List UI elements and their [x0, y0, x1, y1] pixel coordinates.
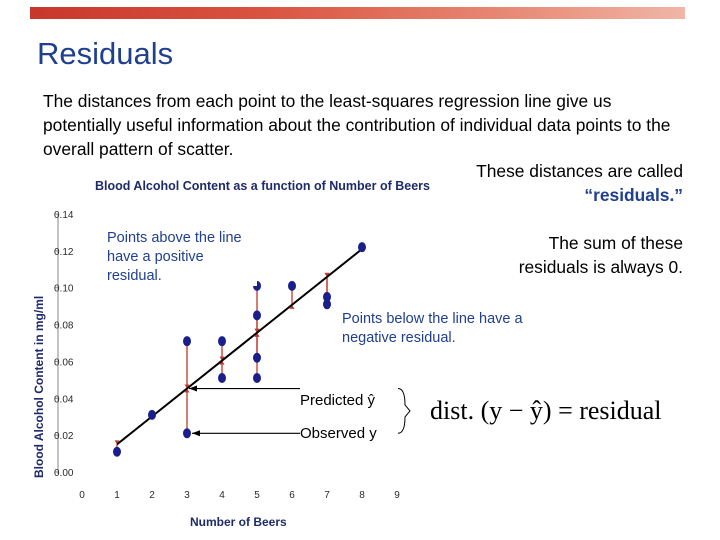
y-axis-label: Blood Alcohol Content in mg/ml	[32, 295, 46, 478]
callout-negative-residual: Points below the line have a negative residual.	[342, 310, 562, 348]
residuals-definition-text: These distances are called	[476, 161, 683, 181]
intro-text: The distances from each point to the least-squares regression line give us potentially useful information about the contribution of individual data points to the overall pattern of scatter.	[43, 91, 671, 159]
chart-title: Blood Alcohol Content as a function of Number of Beers	[95, 179, 430, 193]
x-axis-label: Number of Beers	[190, 515, 287, 529]
residual-formula	[430, 396, 662, 426]
x-tick-label: 6	[289, 490, 295, 501]
y-tick-label: 0.12	[54, 246, 74, 258]
observed-arrowhead	[192, 430, 200, 436]
x-tick-label: 2	[149, 490, 155, 501]
y-tick-label: 0.04	[54, 394, 74, 406]
data-point	[113, 447, 121, 457]
y-tick-label: 0.10	[54, 283, 74, 295]
residual-sum-text: The sum of these residuals is always 0.	[518, 233, 683, 277]
y-tick-label: 0.00	[54, 468, 74, 479]
data-point	[358, 242, 366, 252]
formula-dist: dist.	[430, 396, 481, 425]
residuals-term: “residuals.”	[584, 185, 683, 205]
x-tick-label: 9	[394, 490, 400, 501]
data-point	[253, 353, 261, 363]
data-point	[148, 410, 156, 420]
data-point	[218, 336, 226, 346]
formula-difference: (y − ŷ)	[480, 396, 552, 425]
predicted-label: Predicted ŷ	[300, 392, 376, 409]
label-brace	[398, 389, 410, 434]
data-point	[183, 428, 191, 438]
y-tick-label: 0.02	[54, 431, 74, 443]
x-tick-label: 0	[79, 490, 85, 501]
x-tick-label: 1	[114, 490, 120, 501]
x-tick-label: 3	[184, 490, 190, 501]
y-tick-label: 0.14	[54, 210, 74, 221]
x-tick-label: 5	[254, 490, 260, 501]
slide-title: Residuals	[37, 36, 174, 71]
formula-residual: = residual	[551, 396, 662, 425]
x-tick-label: 8	[359, 490, 365, 501]
callout-positive-residual: Points above the line have a positive residual.	[107, 229, 257, 286]
data-point	[253, 373, 261, 383]
x-tick-label: 4	[219, 490, 225, 501]
data-point	[253, 310, 261, 320]
y-tick-label: 0.06	[54, 357, 74, 369]
x-tick-label: 7	[324, 490, 330, 501]
data-point	[183, 336, 191, 346]
observed-label: Observed y	[300, 425, 377, 442]
data-point	[323, 299, 331, 309]
data-point	[218, 373, 226, 383]
data-point	[288, 281, 296, 291]
y-tick-label: 0.08	[54, 320, 74, 332]
